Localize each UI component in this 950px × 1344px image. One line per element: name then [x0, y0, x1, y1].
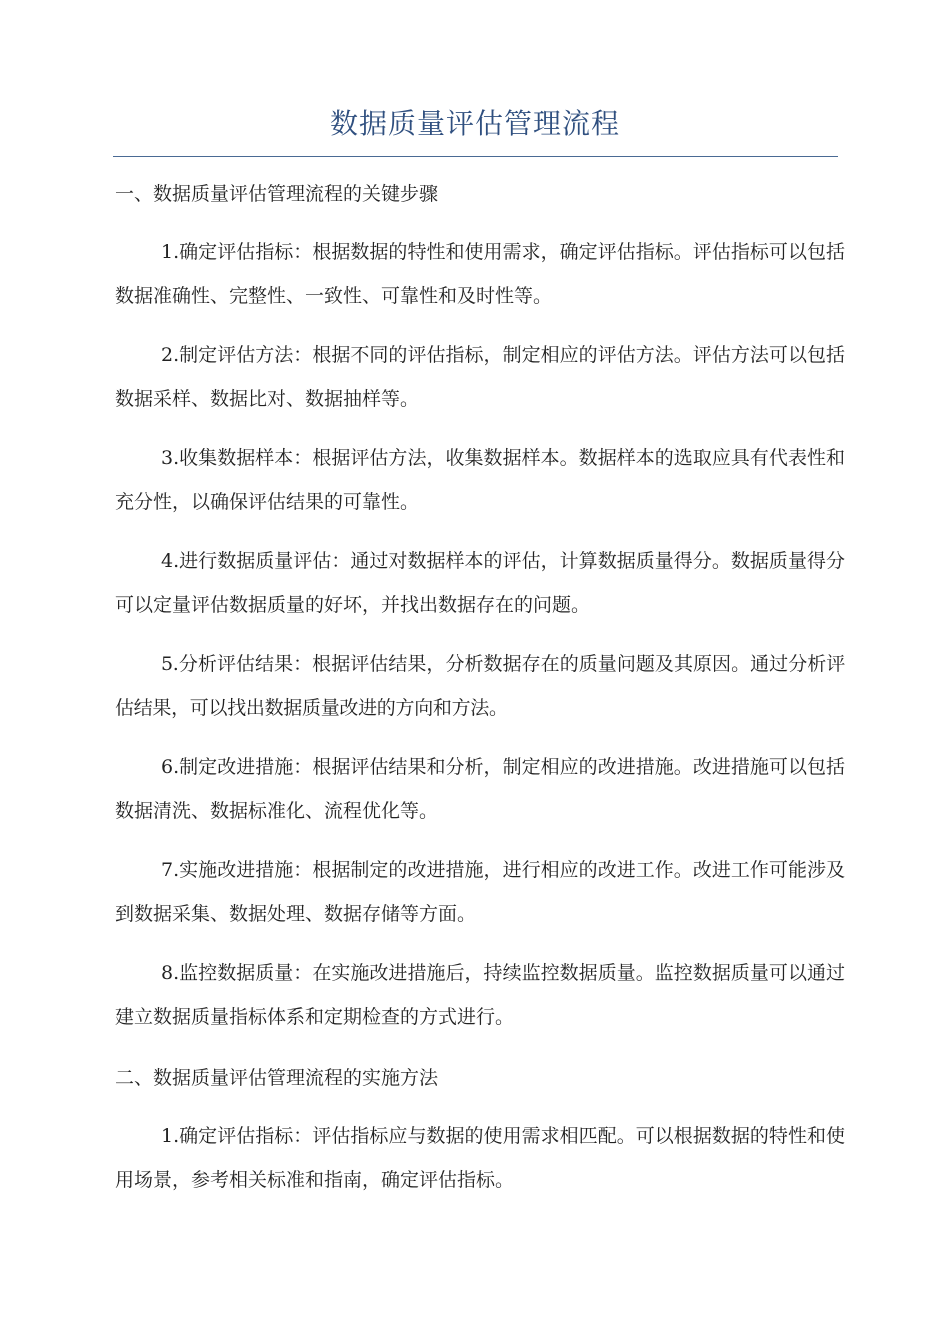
document-title: 数据质量评估管理流程: [329, 107, 620, 140]
paragraph: 7.实施改进措施：根据制定的改进措施，进行相应的改进工作。改进工作可能涉及到数据采集、数据处理、数据存储等方面。: [115, 859, 845, 925]
paragraph: 4.进行数据质量评估：通过对数据样本的评估，计算数据质量得分。数据质量得分可以定量评估数据质量的好坏，并找出数据存在的问题。: [115, 550, 845, 616]
paragraph: 8.监控数据质量：在实施改进措施后，持续监控数据质量。监控数据质量可以通过建立数据质量指标体系和定期检查的方式进行。: [115, 962, 845, 1028]
title-divider: [113, 156, 838, 157]
paragraph: 6.制定改进措施：根据评估结果和分析，制定相应的改进措施。改进措施可以包括数据清洗、数据标准化、流程优化等。: [115, 756, 845, 822]
paragraph: 5.分析评估结果：根据评估结果，分析数据存在的质量问题及其原因。通过分析评估结果，可以找出数据质量改进的方向和方法。: [115, 653, 845, 719]
paragraph: 2.制定评估方法：根据不同的评估指标，制定相应的评估方法。评估方法可以包括数据采样、数据比对、数据抽样等。: [115, 344, 845, 410]
section-heading: 二、数据质量评估管理流程的实施方法: [115, 1067, 439, 1089]
paragraph: 3.收集数据样本：根据评估方法，收集数据样本。数据样本的选取应具有代表性和充分性，以确保评估结果的可靠性。: [115, 447, 845, 513]
paragraph: 1.确定评估指标：评估指标应与数据的使用需求相匹配。可以根据数据的特性和使用场景，参考相关标准和指南，确定评估指标。: [115, 1125, 845, 1191]
paragraph: 1.确定评估指标：根据数据的特性和使用需求，确定评估指标。评估指标可以包括数据准确性、完整性、一致性、可靠性和及时性等。: [115, 241, 845, 307]
section-heading: 一、数据质量评估管理流程的关键步骤: [115, 183, 439, 205]
document-body: [115, 170, 845, 1217]
